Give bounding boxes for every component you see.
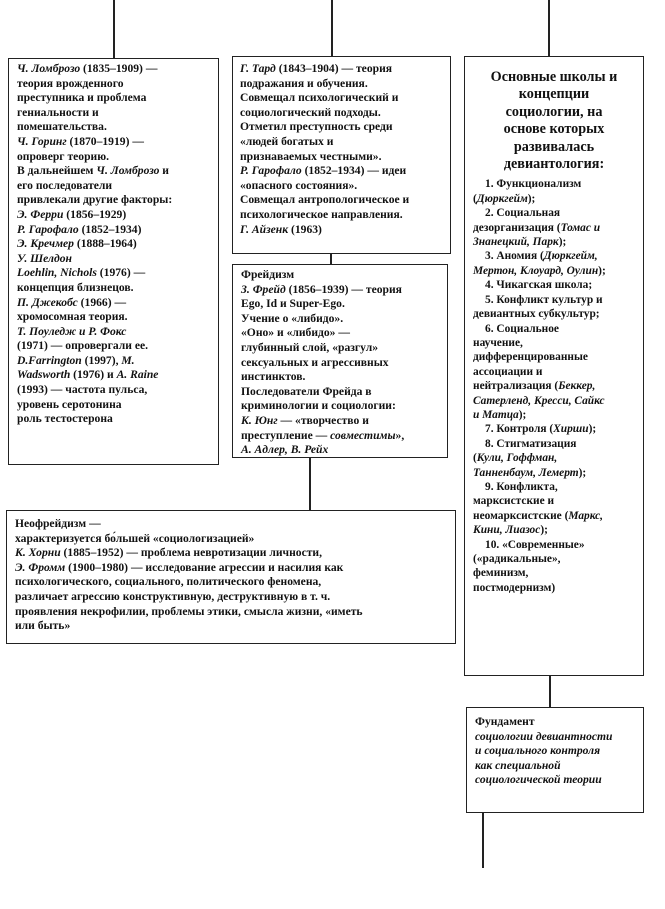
schools-list-line (473, 422, 643, 436)
text-segment: Мертон, Клоуард, Оулин (473, 264, 599, 277)
text-segment: (1997), (81, 353, 122, 367)
text-segment: Г. Тард (240, 62, 276, 75)
text-segment: Т. Поуледж и Р. Фокс (17, 324, 127, 338)
text-segment: 2. Социальная (485, 207, 561, 220)
text-segment: Р. Гарофало (17, 222, 79, 236)
text-segment: Дюркгейм, (543, 250, 598, 263)
text-segment: («радикальные», (473, 553, 561, 565)
text-segment: (1900–1980) — исследование агрессии и насилия как (65, 560, 344, 574)
text-segment: 7. Контроля ( (485, 423, 554, 436)
text-segment: Последователи Фрейда в (241, 384, 372, 398)
text-line (475, 744, 643, 759)
text-line (240, 164, 450, 179)
schools-list-line (473, 192, 643, 206)
text-segment: A. Raine (116, 368, 159, 382)
text-segment: D.Farrington (17, 353, 82, 367)
schools-list (465, 175, 643, 595)
text-segment: теория врожденного (17, 76, 124, 90)
text-segment: Wadsworth (17, 368, 71, 382)
text-segment: постмодернизм) (473, 581, 556, 594)
text-segment: неомарксистские ( (473, 509, 569, 522)
connector-bottom-right (482, 812, 484, 868)
text-segment: », (395, 428, 405, 442)
schools-list-line (473, 307, 643, 321)
schools-list-line (473, 437, 643, 451)
text-segment: — «творчество и (277, 413, 369, 427)
text-line (475, 730, 643, 745)
text-segment: (1993) — частота пульса, (17, 383, 148, 397)
schools-list-line (473, 293, 643, 307)
text-segment: Ego, Id и Super-Ego. (241, 297, 345, 311)
text-segment: и Матца (473, 408, 519, 421)
text-segment: П. Джекобс (17, 295, 78, 309)
schools-list-line (473, 523, 643, 537)
text-line (241, 297, 447, 312)
text-segment: характеризуется бо́льшей «социологизацией» (15, 531, 255, 545)
text-segment: роль тестостерона (17, 412, 113, 426)
text-segment: Ч. Ломброзо (96, 164, 160, 178)
text-segment: 10. «Современные» (485, 538, 585, 551)
text-line (241, 268, 447, 283)
text-segment: хромосомная теория. (17, 310, 128, 324)
text-line (241, 326, 447, 341)
text-segment: Маркс, (568, 509, 603, 522)
text-segment: (1852–1934) (78, 222, 142, 236)
text-segment: Э. Кречмер (17, 237, 74, 251)
text-line (241, 312, 447, 327)
text-line (17, 77, 218, 92)
freud-box (232, 264, 448, 458)
text-line (475, 759, 643, 774)
text-segment: «Оно» и «либидо» — (241, 326, 350, 340)
text-segment: 8. Стигматизация (485, 437, 577, 450)
text-segment: нейтрализация ( (473, 380, 559, 393)
text-line (240, 179, 450, 194)
text-segment: ( (473, 452, 477, 465)
text-segment: Беккер, (558, 380, 596, 393)
text-segment: социологической теории (475, 773, 602, 787)
text-segment: ); (598, 264, 606, 277)
text-line (475, 715, 643, 730)
text-segment: ); (558, 236, 567, 249)
schools-list-line (473, 365, 643, 379)
schools-list-line (473, 538, 643, 552)
schools-list-line (473, 235, 643, 249)
text-segment: марксистские и (473, 495, 555, 508)
text-segment: Фрейдизм (241, 268, 295, 281)
text-segment: сексуальных и агрессивных (241, 355, 389, 369)
schools-list-line (473, 408, 643, 422)
text-segment: концепция близнецов. (17, 280, 134, 294)
text-line (15, 619, 455, 634)
text-segment: К. Хорни (15, 546, 61, 560)
text-segment: привлекали другие факторы: (17, 193, 173, 207)
neofreud-box (6, 510, 456, 644)
text-line (475, 773, 643, 788)
text-segment: или быть» (15, 619, 71, 633)
text-segment: (1963) (288, 222, 322, 236)
text-segment: глубинный слой, «разгул» (241, 340, 378, 354)
text-segment: 4. Чикагская школа; (485, 279, 593, 292)
text-segment: (1976) и (70, 368, 117, 382)
connector-freud-neofreud (309, 456, 311, 512)
text-line (240, 193, 450, 208)
text-line (241, 356, 447, 371)
text-segment: подражания и обучения. (240, 76, 368, 90)
text-segment: ); (518, 408, 527, 421)
text-segment: инстинктов. (241, 370, 306, 384)
text-segment: Учение о «либидо». (241, 311, 344, 325)
text-line (15, 546, 455, 561)
text-line (15, 605, 455, 620)
lombroso-text (9, 59, 218, 427)
schools-list-line (473, 566, 643, 580)
text-segment: проявления некрофилии, проблемы этики, смысла жизни, «иметь (15, 604, 363, 618)
text-line (17, 91, 218, 106)
text-line (17, 383, 218, 398)
text-segment: уровень серотонина (17, 397, 122, 411)
schools-list-line (473, 466, 643, 480)
text-line (17, 354, 218, 369)
text-segment: ( (473, 192, 477, 205)
text-segment: преступника и проблема (17, 91, 147, 105)
text-segment: Г. Айзенк (240, 222, 289, 236)
schools-list-line (473, 177, 643, 191)
text-segment: (1835–1909) — (80, 62, 158, 75)
schools-list-line (473, 264, 643, 278)
text-line (17, 398, 218, 413)
schools-list-line (473, 350, 643, 364)
text-segment: опроверг теорию. (17, 149, 109, 163)
text-segment: его последователи (17, 178, 113, 192)
text-segment: 1. Функционализм (485, 178, 582, 191)
text-segment: Ч. Ломброзо (17, 62, 81, 75)
text-segment: M. (121, 353, 135, 367)
text-line (17, 62, 218, 77)
text-segment: (1966) — (77, 295, 127, 309)
connector-top-middle (331, 0, 333, 56)
text-segment: Отметил преступность среди (240, 120, 393, 134)
schools-list-line (473, 278, 643, 292)
connector-top-right (548, 0, 550, 58)
text-line (17, 296, 218, 311)
text-segment: (1888–1964) (73, 237, 137, 251)
text-segment: девиантных субкультур; (473, 308, 600, 321)
foundation-text (467, 708, 643, 788)
text-segment: Совмещал психологический и (240, 91, 399, 105)
text-segment: ); (588, 423, 597, 436)
tard-box (232, 56, 451, 254)
text-line (17, 164, 218, 179)
text-segment: «людей богатых и (240, 134, 334, 148)
text-segment: Loehlin, Nichols (17, 266, 97, 280)
text-segment: З. Фрейд (241, 282, 286, 296)
schools-list-line (473, 480, 643, 494)
text-segment: Сатерленд, Кресси, Сайкс (473, 394, 605, 407)
connector-schools-foundation (549, 676, 551, 708)
schools-title-line: девиантология: (503, 156, 605, 173)
schools-list-line (473, 509, 643, 523)
text-segment: (1843–1904) — теория (275, 62, 393, 75)
text-segment: Э. Фромм (15, 560, 66, 574)
text-segment: Знанецкий, Парк (473, 236, 559, 249)
text-line (240, 135, 450, 150)
schools-title-line: социологии, на (505, 103, 603, 120)
text-segment: ассоциации и (473, 365, 543, 378)
schools-title-line: развивалась (513, 138, 595, 155)
text-segment: и социального контроля (475, 744, 601, 758)
text-line (15, 517, 455, 532)
text-line (17, 281, 218, 296)
schools-list-line (473, 322, 643, 336)
text-line (240, 106, 450, 121)
text-segment: Фундамент (475, 715, 535, 728)
schools-list-line (473, 451, 643, 465)
neofreud-text (7, 511, 455, 634)
text-line (15, 561, 455, 576)
schools-box (464, 56, 644, 676)
text-segment: дифференцированные (473, 351, 588, 364)
text-segment: психологическое направления. (240, 207, 403, 221)
text-segment: Кини, Лиазос (473, 524, 541, 537)
text-segment: 3. Аномия ( (485, 250, 544, 263)
text-segment: ); (527, 192, 536, 205)
schools-list-line (473, 206, 643, 220)
text-segment: научение, (473, 336, 523, 349)
text-line (15, 532, 455, 547)
text-segment: Р. Гарофало (240, 164, 302, 178)
text-line (241, 370, 447, 385)
text-line (17, 368, 218, 383)
text-segment: преступление — (241, 428, 331, 442)
text-segment: 6. Социальное (485, 322, 559, 335)
text-line (17, 106, 218, 121)
text-segment: дезорганизация ( (473, 221, 561, 234)
text-line (240, 150, 450, 165)
schools-title-line: Основные школы и (490, 69, 618, 85)
text-line (17, 208, 218, 223)
text-segment: (1856–1929) (63, 207, 127, 221)
text-line (17, 310, 218, 325)
text-segment: криминологии и социологии: (241, 399, 396, 413)
text-segment: и (159, 164, 169, 178)
text-segment: «опасного состояния». (240, 178, 358, 192)
text-line (240, 62, 450, 77)
text-segment: К. Юнг (241, 413, 278, 427)
text-segment: феминизм, (473, 567, 529, 580)
schools-title-line: основе которых (503, 121, 605, 138)
text-segment: Ч. Горинг (17, 134, 67, 148)
text-line (241, 399, 447, 414)
text-segment: (1885–1952) — проблема невротизации личности, (60, 546, 322, 560)
text-segment: помешательства. (17, 120, 107, 134)
text-segment: А. Адлер, В. Рейх (241, 443, 329, 457)
text-segment: Совмещал антропологическое и (240, 193, 410, 207)
text-line (17, 223, 218, 238)
text-line (17, 179, 218, 194)
text-segment: гениальности и (17, 105, 99, 119)
text-segment: Кули, Гоффман, (476, 452, 558, 465)
freud-text (233, 265, 447, 458)
text-line (17, 339, 218, 354)
text-segment: ); (540, 524, 548, 537)
tard-text (233, 57, 450, 237)
text-segment: совместимы (330, 428, 396, 442)
text-line (241, 443, 447, 458)
text-segment: Неофрейдизм — (15, 517, 101, 530)
text-segment: различает агрессию конструктивную, деструктивную в т. ч. (15, 589, 331, 603)
text-line (17, 150, 218, 165)
text-line (17, 237, 218, 252)
schools-list-line (473, 394, 643, 408)
text-line (15, 590, 455, 605)
text-segment: Дюркгейм (476, 192, 528, 205)
schools-list-line (473, 221, 643, 235)
schools-list-line (473, 249, 643, 263)
text-segment: Танненбаум, Лемерт (473, 466, 579, 479)
text-line (241, 341, 447, 356)
schools-list-line (473, 552, 643, 566)
text-segment: социологии девиантности (475, 729, 613, 743)
text-segment: (1852–1934) — идеи (301, 164, 407, 178)
schools-title (465, 57, 643, 175)
text-line (17, 325, 218, 340)
text-line (17, 135, 218, 150)
text-segment: как специальной (475, 758, 561, 772)
text-segment: Э. Ферри (17, 207, 64, 221)
text-line (17, 412, 218, 427)
text-segment: В дальнейшем (17, 164, 97, 178)
text-segment: признаваемых честными». (240, 149, 382, 163)
text-segment: психологического, социального, политического феномена, (15, 575, 322, 589)
text-line (240, 77, 450, 92)
schools-title-line: концепции (518, 86, 590, 103)
text-line (240, 120, 450, 135)
foundation-box (466, 707, 644, 813)
text-line (17, 120, 218, 135)
text-line (17, 266, 218, 281)
text-segment: социологический подходы. (240, 105, 381, 119)
text-segment: 9. Конфликта, (485, 480, 558, 493)
text-line (241, 385, 447, 400)
connector-top-left (113, 0, 115, 58)
text-line (240, 223, 450, 238)
text-line (241, 429, 447, 444)
text-segment: Хирши (553, 423, 589, 436)
text-segment: (1971) — опровергали ее. (17, 339, 149, 353)
text-line (17, 193, 218, 208)
schools-list-line (473, 581, 643, 595)
text-line (15, 575, 455, 590)
text-line (240, 208, 450, 223)
schools-list-line (473, 379, 643, 393)
text-segment: (1976) — (96, 266, 146, 280)
text-segment: ); (578, 466, 587, 479)
text-segment: 5. Конфликт культур и (485, 293, 603, 306)
text-segment: У. Шелдон (17, 251, 72, 265)
schools-list-line (473, 494, 643, 508)
text-line (241, 414, 447, 429)
text-segment: (1856–1939) — теория (285, 282, 402, 296)
text-line (240, 91, 450, 106)
schools-list-line (473, 336, 643, 350)
lombroso-box (8, 58, 219, 465)
text-line (17, 252, 218, 267)
text-segment: (1870–1919) — (66, 134, 144, 148)
text-segment: Томас и (560, 221, 601, 234)
text-line (241, 283, 447, 298)
